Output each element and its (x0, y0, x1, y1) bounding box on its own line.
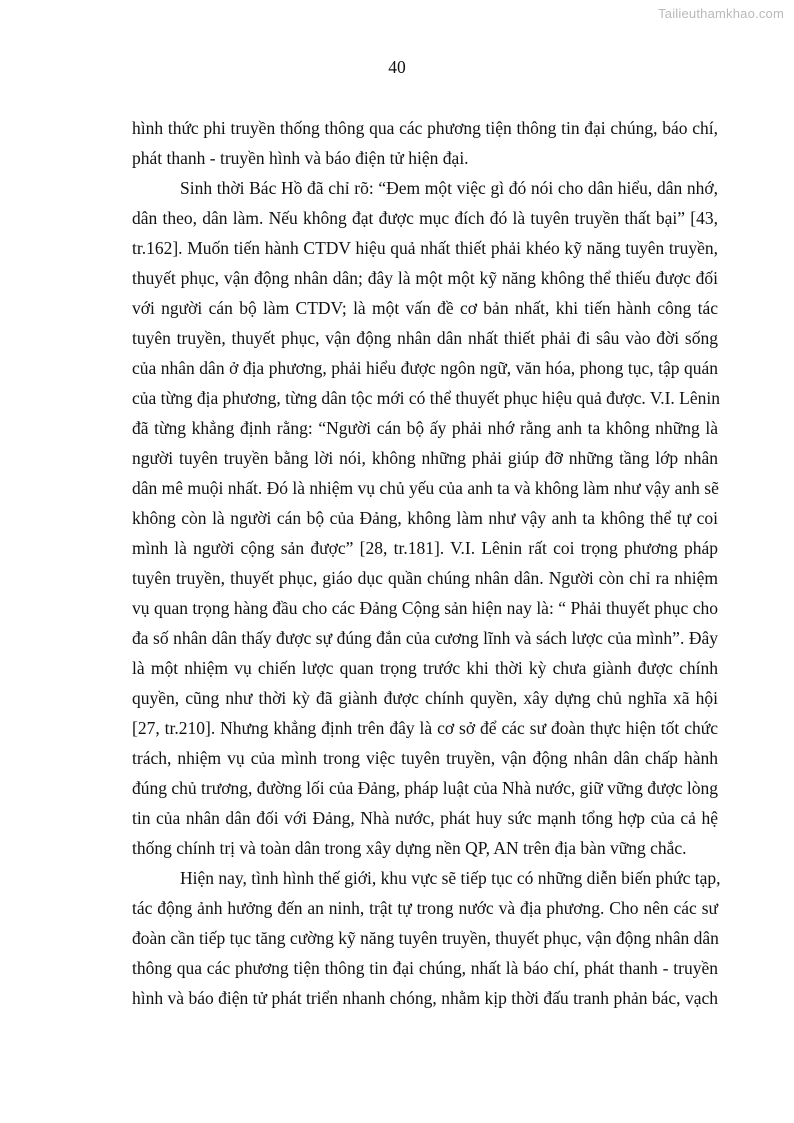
text-line: tuyên truyền, thuyết phục, vận động nhân dân nhất thiết phải đi sâu vào đời sống (132, 328, 718, 348)
text-line: Hiện nay, tình hình thế giới, khu vực sẽ tiếp tục có những diễn biến phức tạp, (180, 868, 721, 888)
text-line: trách, nhiệm vụ của mình trong việc tuyên truyền, vận động nhân dân chấp hành (132, 748, 718, 768)
text-line: quyền, cũng như thời kỳ đã giành được chính quyền, xây dựng chủ nghĩa xã hội (132, 688, 718, 708)
text-line: tác động ảnh hưởng đến an ninh, trật tự trong nước và địa phương. Cho nên các sư (132, 898, 718, 918)
text-line: với người cán bộ làm CTDV; là một vấn đề cơ bản nhất, khi tiến hành công tác (132, 298, 718, 318)
text-line: thuyết phục, vận động nhân dân; đây là một một kỹ năng không thể thiếu được đối (132, 268, 718, 288)
text-line: là một nhiệm vụ chiến lược quan trọng trước khi thời kỳ chưa giành được chính (132, 658, 718, 678)
text-line: mình là người cộng sản được” [28, tr.181]. V.I. Lênin rất coi trọng phương pháp (132, 538, 718, 558)
text-line: tuyên truyền, thuyết phục, giáo dục quần chúng nhân dân. Người còn chỉ ra nhiệm (132, 568, 718, 588)
text-line: phát thanh - truyền hình và báo điện tử hiện đại. (132, 148, 469, 168)
text-line: người tuyên truyền bằng lời nói, không những phải giúp đỡ những tầng lớp nhân (132, 448, 718, 468)
text-line: đa số nhân dân thấy được sự đúng đắn của cương lĩnh và sách lược của mình”. Đây (132, 628, 718, 648)
text-line: thống chính trị và toàn dân trong xây dựng nền QP, AN trên địa bàn vững chắc. (132, 838, 687, 858)
text-line: đã từng khẳng định rằng: “Người cán bộ ấy phải nhớ rằng anh ta không những là (132, 418, 718, 438)
text-line: của từng địa phương, từng dân tộc mới có thể thuyết phục hiệu quả được. V.I. Lênin (132, 388, 720, 408)
text-line: đúng chủ trương, đường lối của Đảng, pháp luật của Nhà nước, giữ vững được lòng (132, 778, 718, 798)
text-line: không còn là người cán bộ của Đảng, không làm như vậy anh ta không thể tự coi (132, 508, 718, 528)
page-number: 40 (388, 57, 406, 77)
text-line: của nhân dân ở địa phương, phải hiểu được ngôn ngữ, văn hóa, phong tục, tập quán (132, 358, 718, 378)
text-line: [27, tr.210]. Nhưng khẳng định trên đây là cơ sở để các sư đoàn thực hiện tốt chức (132, 718, 718, 738)
text-line: dân mê muội nhất. Đó là nhiệm vụ chủ yếu của anh ta và không làm như vậy anh sẽ (132, 478, 719, 498)
text-line: Sinh thời Bác Hồ đã chỉ rõ: “Đem một việc gì đó nói cho dân hiểu, dân nhớ, (180, 178, 718, 198)
watermark: Tailieuthamkhao.com (658, 6, 784, 21)
text-line: thông qua các phương tiện thông tin đại chúng, nhất là báo chí, phát thanh - truyền (132, 958, 718, 978)
text-line: tin của nhân dân đối với Đảng, Nhà nước, phát huy sức mạnh tổng hợp của cả hệ (132, 808, 718, 828)
text-line: vụ quan trọng hàng đầu cho các Đảng Cộng sản hiện nay là: “ Phải thuyết phục cho (132, 598, 718, 618)
text-line: tr.162]. Muốn tiến hành CTDV hiệu quả nhất thiết phải khéo kỹ năng tuyên truyền, (132, 238, 718, 258)
text-line: đoàn cần tiếp tục tăng cường kỹ năng tuyên truyền, thuyết phục, vận động nhân dân (132, 928, 719, 948)
text-line: dân theo, dân làm. Nếu không đạt được mục đích đó là tuyên truyền thất bại” [43, (132, 208, 718, 228)
text-line: hình và báo điện tử phát triển nhanh chóng, nhằm kịp thời đấu tranh phản bác, vạch (132, 988, 718, 1008)
text-line: hình thức phi truyền thống thông qua các phương tiện thông tin đại chúng, báo chí, (132, 118, 718, 138)
